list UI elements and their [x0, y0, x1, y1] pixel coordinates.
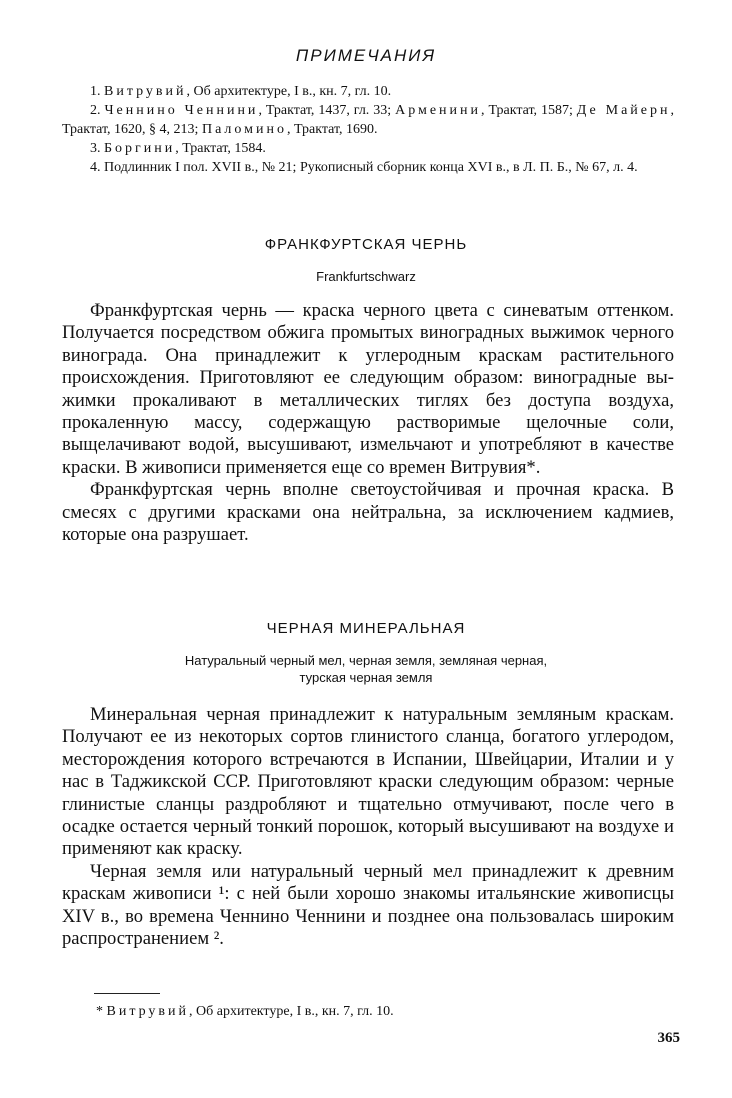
note-item	[62, 101, 674, 139]
note-item	[62, 158, 674, 177]
note-number: 3.	[90, 141, 101, 156]
note-text: , Трактат, 1437, гл. 33;	[258, 103, 396, 118]
note-text: , Трактат, 1690.	[286, 122, 378, 137]
footnote-text: , Об архитектуре, I в., кн. 7, гл. 10.	[189, 1004, 394, 1019]
notes-list	[62, 82, 674, 177]
footnote-author: Витрувий	[106, 1004, 190, 1019]
note-author: Арменини	[395, 103, 482, 118]
paragraph: Франкфуртская чернь вполне светоустойчивая и прочная краска. В смесях с другими красками она нейтральна, за исключением кадмиев, которые она разрушает.	[62, 479, 674, 546]
note-number: 4.	[90, 160, 101, 175]
section-title: ФРАНКФУРТСКАЯ ЧЕРНЬ	[264, 236, 468, 253]
note-author: Паломино	[201, 122, 287, 137]
footnote-mark: *	[96, 1004, 107, 1019]
note-text: , Об архитектуре, I в., кн. 7, гл. 10.	[186, 84, 392, 99]
note-item	[62, 82, 674, 101]
note-author: Де Майерн	[576, 103, 671, 118]
section-title: ЧЕРНАЯ МИНЕРАЛЬНАЯ	[266, 620, 466, 637]
footnote-divider	[94, 993, 160, 994]
section-body	[62, 704, 674, 950]
footnote	[96, 1003, 676, 1021]
note-text: , Трактат, 1620, § 4, 213;	[62, 103, 675, 137]
note-text: , Трактат, 1584.	[175, 141, 266, 156]
section-subtitle: Натуральный черный мел, черная земля, земляная черная, турская черная земля	[184, 653, 548, 685]
note-number: 2.	[90, 103, 101, 118]
note-text: Подлинник I пол. XVII в., № 21; Рукописный сборник конца XVI в., в Л. П. Б., № 67, л. 4.	[104, 160, 638, 175]
note-item	[62, 139, 674, 158]
notes-heading: ПРИМЕЧАНИЯ	[295, 46, 437, 65]
note-author: Витрувий	[104, 84, 187, 99]
note-author: Ченнино Ченнини	[104, 103, 259, 118]
note-author: Боргини	[104, 141, 176, 156]
paragraph: Минеральная черная принадлежит к натуральным земляным краскам. Получают ее из некоторых сортов глинистого сланца, богатого углеродом, месторождения которого встречаются в Испании, Швейцарии, Италии и у нас в Таджикской ССР. Приготовляют краски следующим образом: черные глинистые сланцы раздробляют и тщательно отмучивают, после чего в осадке остается черный тонкий порошок, который высушивают на воздухе и применяют как краску.	[62, 704, 674, 860]
note-text: , Трактат, 1587;	[481, 103, 577, 118]
page-number: 365	[657, 1030, 680, 1046]
note-number: 1.	[90, 84, 101, 99]
section-subtitle: Frankfurtschwarz	[316, 269, 416, 284]
paragraph: Черная земля или натуральный черный мел принадлежит к древним краскам живописи ¹: с ней были хорошо знакомы итальянские живописцы XIV в., во времена Ченнино Ченнини и позднее она пользовалась широким распространением ².	[62, 860, 674, 950]
section-body	[62, 300, 674, 546]
paragraph: Франкфуртская чернь — краска черного цвета с синеватым оттенком. Получается посредством обжига промытых виноградных выжимок черного винограда. Она принадлежит к углеродным краскам растительного происхождения. Приготовляют ее следующим образом: виноградные выжимки прокаливают в металлических тиглях без доступа воздуха, прокаленную массу, содержащую растворимые щелочные соли, выщелачивают водой, высушивают, измельчают и употребляют в качестве краски. В живописи применяется еще со времен Витрувия*.	[62, 300, 674, 478]
